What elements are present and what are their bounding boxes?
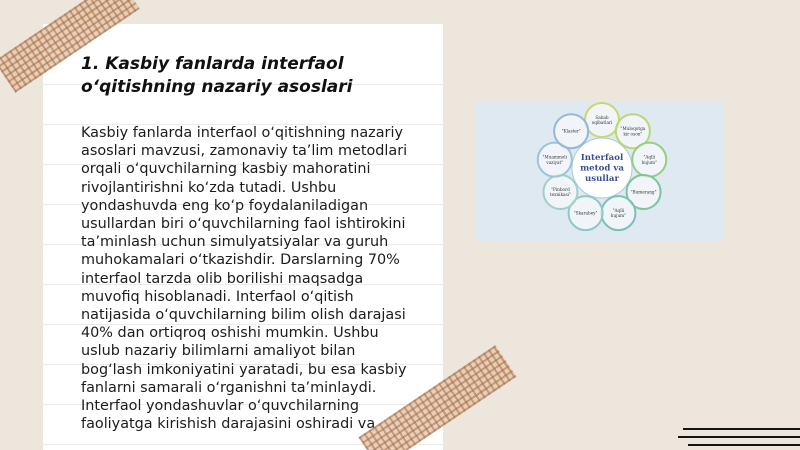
- diagram-center-label-line: metod va: [580, 163, 624, 174]
- method-diagram: [475, 101, 723, 241]
- diagram-center-label-line: usullar: [585, 174, 619, 184]
- body-line: rivojlantirishni ko‘zda tutadi. Ushbu: [81, 179, 337, 196]
- diagram-node-label-line: "Klaster": [561, 128, 581, 134]
- diagram-node-label: [642, 155, 657, 165]
- body-line: usullardan biri o‘quvchilarning faol ishtirokini: [81, 216, 406, 233]
- diagram-node-label-line: texnikasi": [549, 192, 571, 198]
- decorative-line: [688, 444, 800, 446]
- body-line: interfaol tarzda olib borilishi maqsadga: [81, 270, 364, 287]
- diagram-node-label-line: "Muammoli: [542, 154, 568, 160]
- diagram-node-label-line: "Muloqotga: [620, 126, 646, 132]
- diagram-svg: [475, 101, 723, 241]
- body-line: bog‘lash imkoniyatini yaratadi, bu esa kasbiy: [81, 361, 407, 378]
- body-line: faoliyatga kirishish darajasini oshiradi va: [81, 416, 376, 433]
- diagram-node-label-line: "Aqlli: [612, 208, 625, 214]
- diagram-node-label-line: "Skarabey": [573, 210, 598, 216]
- diagram-node-label-line: "Pinbord: [551, 186, 570, 192]
- diagram-node-label: [631, 190, 657, 195]
- diagram-node-label: [562, 129, 581, 134]
- diagram-node-label: [620, 126, 645, 136]
- diagram-node-label: [550, 187, 571, 197]
- body-line: Kasbiy fanlarda interfaol o‘qitishning nazariy: [81, 125, 403, 141]
- diagram-center-label: [580, 153, 624, 184]
- diagram-node-label-line: oqibatlari: [591, 120, 613, 126]
- diagram-node-label-line: "Bumerang": [630, 189, 657, 195]
- body-line: ta’minlash uchun simulyatsiyalar va guruh: [81, 234, 389, 251]
- body-line: orqali o‘quvchilarning kasbiy mahoratini: [81, 161, 371, 178]
- body-line: 40% dan ortiqroq oshishi mumkin. Ushbu: [81, 325, 379, 342]
- diagram-node-label-line: vaziyat": [546, 159, 564, 165]
- body-line: natijasida o‘quvchilarning bilim olish darajasi: [81, 307, 406, 324]
- decorative-line: [678, 436, 800, 438]
- body-line: asoslari mavzusi, zamonaviy ta’lim metodlari: [81, 143, 408, 160]
- diagram-node-label: [611, 208, 626, 218]
- body-line: muvofiq hisoblanadi. Interfaol o‘qitish: [81, 288, 354, 305]
- body-line: uslub nazariy bilimlarni amaliyot bilan: [81, 343, 356, 360]
- diagram-node-label-line: Sabab: [595, 114, 609, 120]
- diagram-node-label-line: hujum": [641, 159, 657, 165]
- diagram-node-label-line: kir oson": [623, 131, 643, 137]
- body-line: fanlarni samarali o‘rganishni ta’minlaydi.: [81, 379, 377, 396]
- title-line: o‘qitishning nazariy asoslari: [81, 77, 353, 97]
- title-line: 1. Kasbiy fanlarda interfaol: [81, 54, 344, 74]
- diagram-center-label-line: Interfaol: [580, 153, 624, 163]
- body-line: muhokamalari o‘tkazishdir. Darslarning 70%: [81, 252, 400, 269]
- diagram-node-label-line: "Aqlli: [643, 154, 656, 160]
- slide-title: [81, 53, 401, 99]
- body-paragraph: [81, 124, 426, 433]
- diagram-node-label-line: hujum": [610, 213, 627, 219]
- diagram-node-label: [574, 211, 598, 216]
- body-line: Interfaol yondashuvlar o‘quvchilarning: [81, 398, 360, 415]
- body-line: yondashuvda eng ko‘p foydalaniladigan: [81, 197, 369, 214]
- decorative-line: [683, 428, 800, 430]
